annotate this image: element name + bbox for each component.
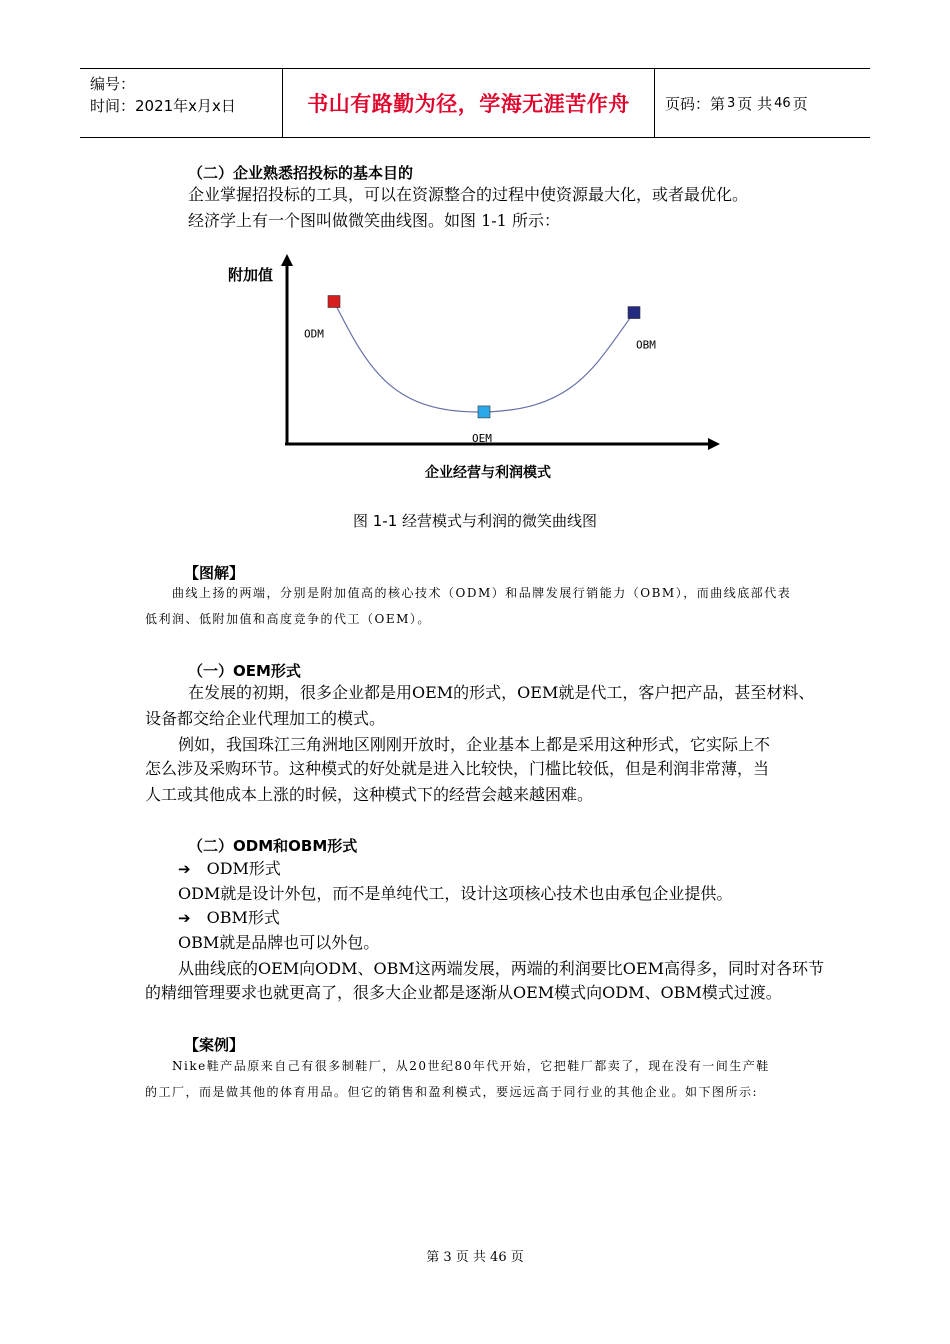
bullet-title: ODM形式 — [206, 859, 281, 878]
point-marker-odm — [328, 296, 340, 308]
point-label-obm: OBM — [636, 338, 656, 352]
header-motto: 书山有路勤为径，学海无涯苦作舟 — [282, 69, 655, 137]
paragraph: 的精细管理要求也就更高了，很多大企业都是逐渐从OEM模式向ODM、OBM模式过渡。 — [145, 983, 782, 1002]
page-end: 页 — [792, 94, 808, 113]
bullet-title: OBM形式 — [206, 908, 280, 927]
paragraph: 经济学上有一个图叫做微笑曲线图。如图 1-1 所示： — [188, 211, 560, 230]
bullet-obm — [178, 905, 280, 931]
section-heading-purpose: （二）企业熟悉招投标的基本目的 — [188, 164, 414, 182]
header-page-info — [655, 69, 870, 137]
page-mid: 页 共 — [737, 94, 773, 113]
paragraph: 在发展的初期，很多企业都是用OEM的形式，OEM就是代工，客户把产品，甚至材料、 — [188, 683, 815, 702]
chart-points — [304, 296, 656, 445]
paragraph: 例如，我国珠江三角洲地区刚刚开放时，企业基本上都是采用这种形式，它实际上不 — [178, 735, 771, 754]
x-axis-arrow — [708, 438, 720, 450]
time-label: 时间：2021年x月x日 — [90, 97, 236, 115]
page-number: 3 — [727, 95, 736, 111]
y-axis-label: 附加值 — [228, 266, 274, 284]
y-axis-arrow — [281, 254, 293, 266]
page-footer: 第 3 页 共 46 页 — [426, 1250, 524, 1265]
section-heading-odm-obm: （二）ODM和OBM形式 — [188, 837, 358, 855]
paragraph: OBM就是品牌也可以外包。 — [178, 933, 380, 952]
paragraph: 设备都交给企业代理加工的模式。 — [145, 709, 386, 728]
x-axis-label: 企业经营与利润模式 — [425, 465, 551, 481]
arrow-icon: ➔ — [178, 909, 191, 927]
section-heading-diagram: 【图解】 — [184, 564, 245, 582]
page-label: 页码：第 — [665, 94, 726, 113]
paragraph: ODM就是设计外包，而不是单纯代工，设计这项核心技术也由承包企业提供。 — [178, 884, 733, 903]
header-info — [80, 69, 282, 137]
note-line: 曲线上扬的两端，分别是附加值高的核心技术（ODM）和品牌发展行销能力（OBM），而曲线底部代表 — [172, 586, 792, 600]
paragraph: 企业掌握招投标的工具，可以在资源整合的过程中使资源最大化，或者最优化。 — [188, 185, 749, 204]
section-heading-case: 【案例】 — [184, 1036, 245, 1054]
bullet-odm — [178, 856, 281, 882]
point-marker-oem — [478, 406, 490, 418]
point-label-odm: ODM — [304, 327, 324, 341]
page-header — [80, 68, 870, 138]
arrow-icon: ➔ — [178, 860, 191, 878]
smile-curve-chart — [220, 250, 740, 490]
note-line: Nike鞋产品原来自己有很多制鞋厂，从20世纪80年代开始，它把鞋厂都卖了，现在没有一间生产鞋 — [172, 1059, 770, 1073]
note-line: 低利润、低附加值和高度竞争的代工（OEM）。 — [145, 612, 431, 626]
smile-curve-line — [334, 302, 634, 412]
page-total: 46 — [774, 95, 791, 111]
point-label-oem: OEM — [472, 431, 492, 445]
figure-caption: 图 1-1 经营模式与利润的微笑曲线图 — [352, 512, 598, 530]
paragraph: 人工或其他成本上涨的时候，这种模式下的经营会越来越困难。 — [145, 785, 594, 804]
section-heading-oem: （一）OEM形式 — [188, 662, 301, 680]
note-line: 的工厂，而是做其他的体育用品。但它的销售和盈利模式，要远远高于同行业的其他企业。如下图所示: — [145, 1085, 759, 1099]
paragraph: 从曲线底的OEM向ODM、OBM这两端发展，两端的利润要比OEM高得多，同时对各环节 — [178, 959, 824, 978]
paragraph: 怎么涉及采购环节。这种模式的好处就是进入比较快，门槛比较低，但是利润非常薄，当 — [145, 759, 770, 778]
point-marker-obm — [628, 307, 640, 319]
number-label: 编号： — [90, 75, 136, 93]
